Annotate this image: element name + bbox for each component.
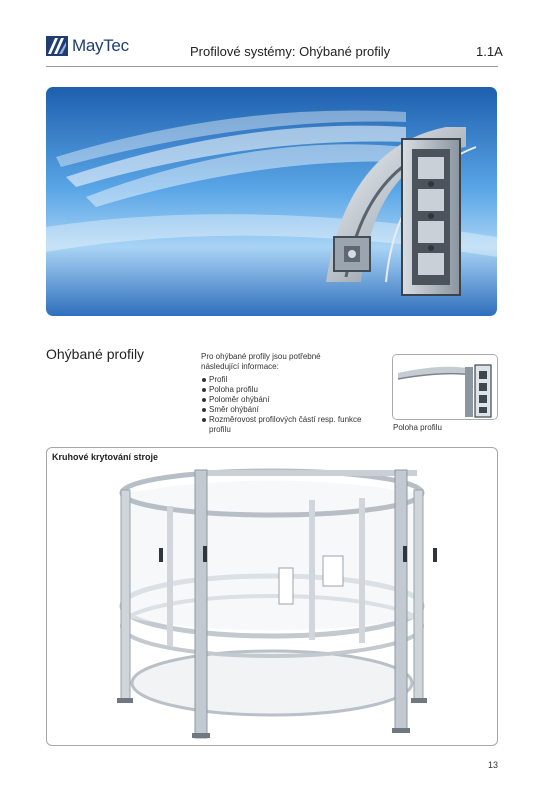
requirements-list: [201, 375, 371, 435]
brand-name: MayTec: [72, 36, 129, 55]
list-item: Profil: [201, 375, 371, 385]
page-number: 13: [488, 760, 499, 770]
hero-image-bent-profiles: [46, 87, 497, 316]
intro-text: Pro ohýbané profily jsou potřebné následující informace:: [201, 352, 321, 371]
list-item: Rozměrovost profilových částí resp. funkce profilu: [201, 415, 371, 435]
list-item: Poloha profilu: [201, 385, 371, 395]
machine-enclosure-panel: [46, 447, 498, 746]
section-title: Ohýbané profily: [46, 346, 145, 362]
list-item: Směr ohýbání: [201, 405, 371, 415]
list-item: Poloměr ohýbání: [201, 395, 371, 405]
enclosure-title: Kruhové krytování stroje: [52, 452, 159, 462]
brand-logo: [46, 36, 129, 56]
profile-position-thumbnail: [392, 354, 498, 420]
maytec-logo-icon: [46, 36, 68, 56]
circular-enclosure-illustration: [47, 448, 497, 745]
section-number: 1.1A: [476, 44, 503, 59]
page-header-title: Profilové systémy: Ohýbané profily: [190, 44, 391, 59]
thumbnail-caption: Poloha profilu: [393, 423, 442, 432]
header-divider: [46, 66, 498, 67]
